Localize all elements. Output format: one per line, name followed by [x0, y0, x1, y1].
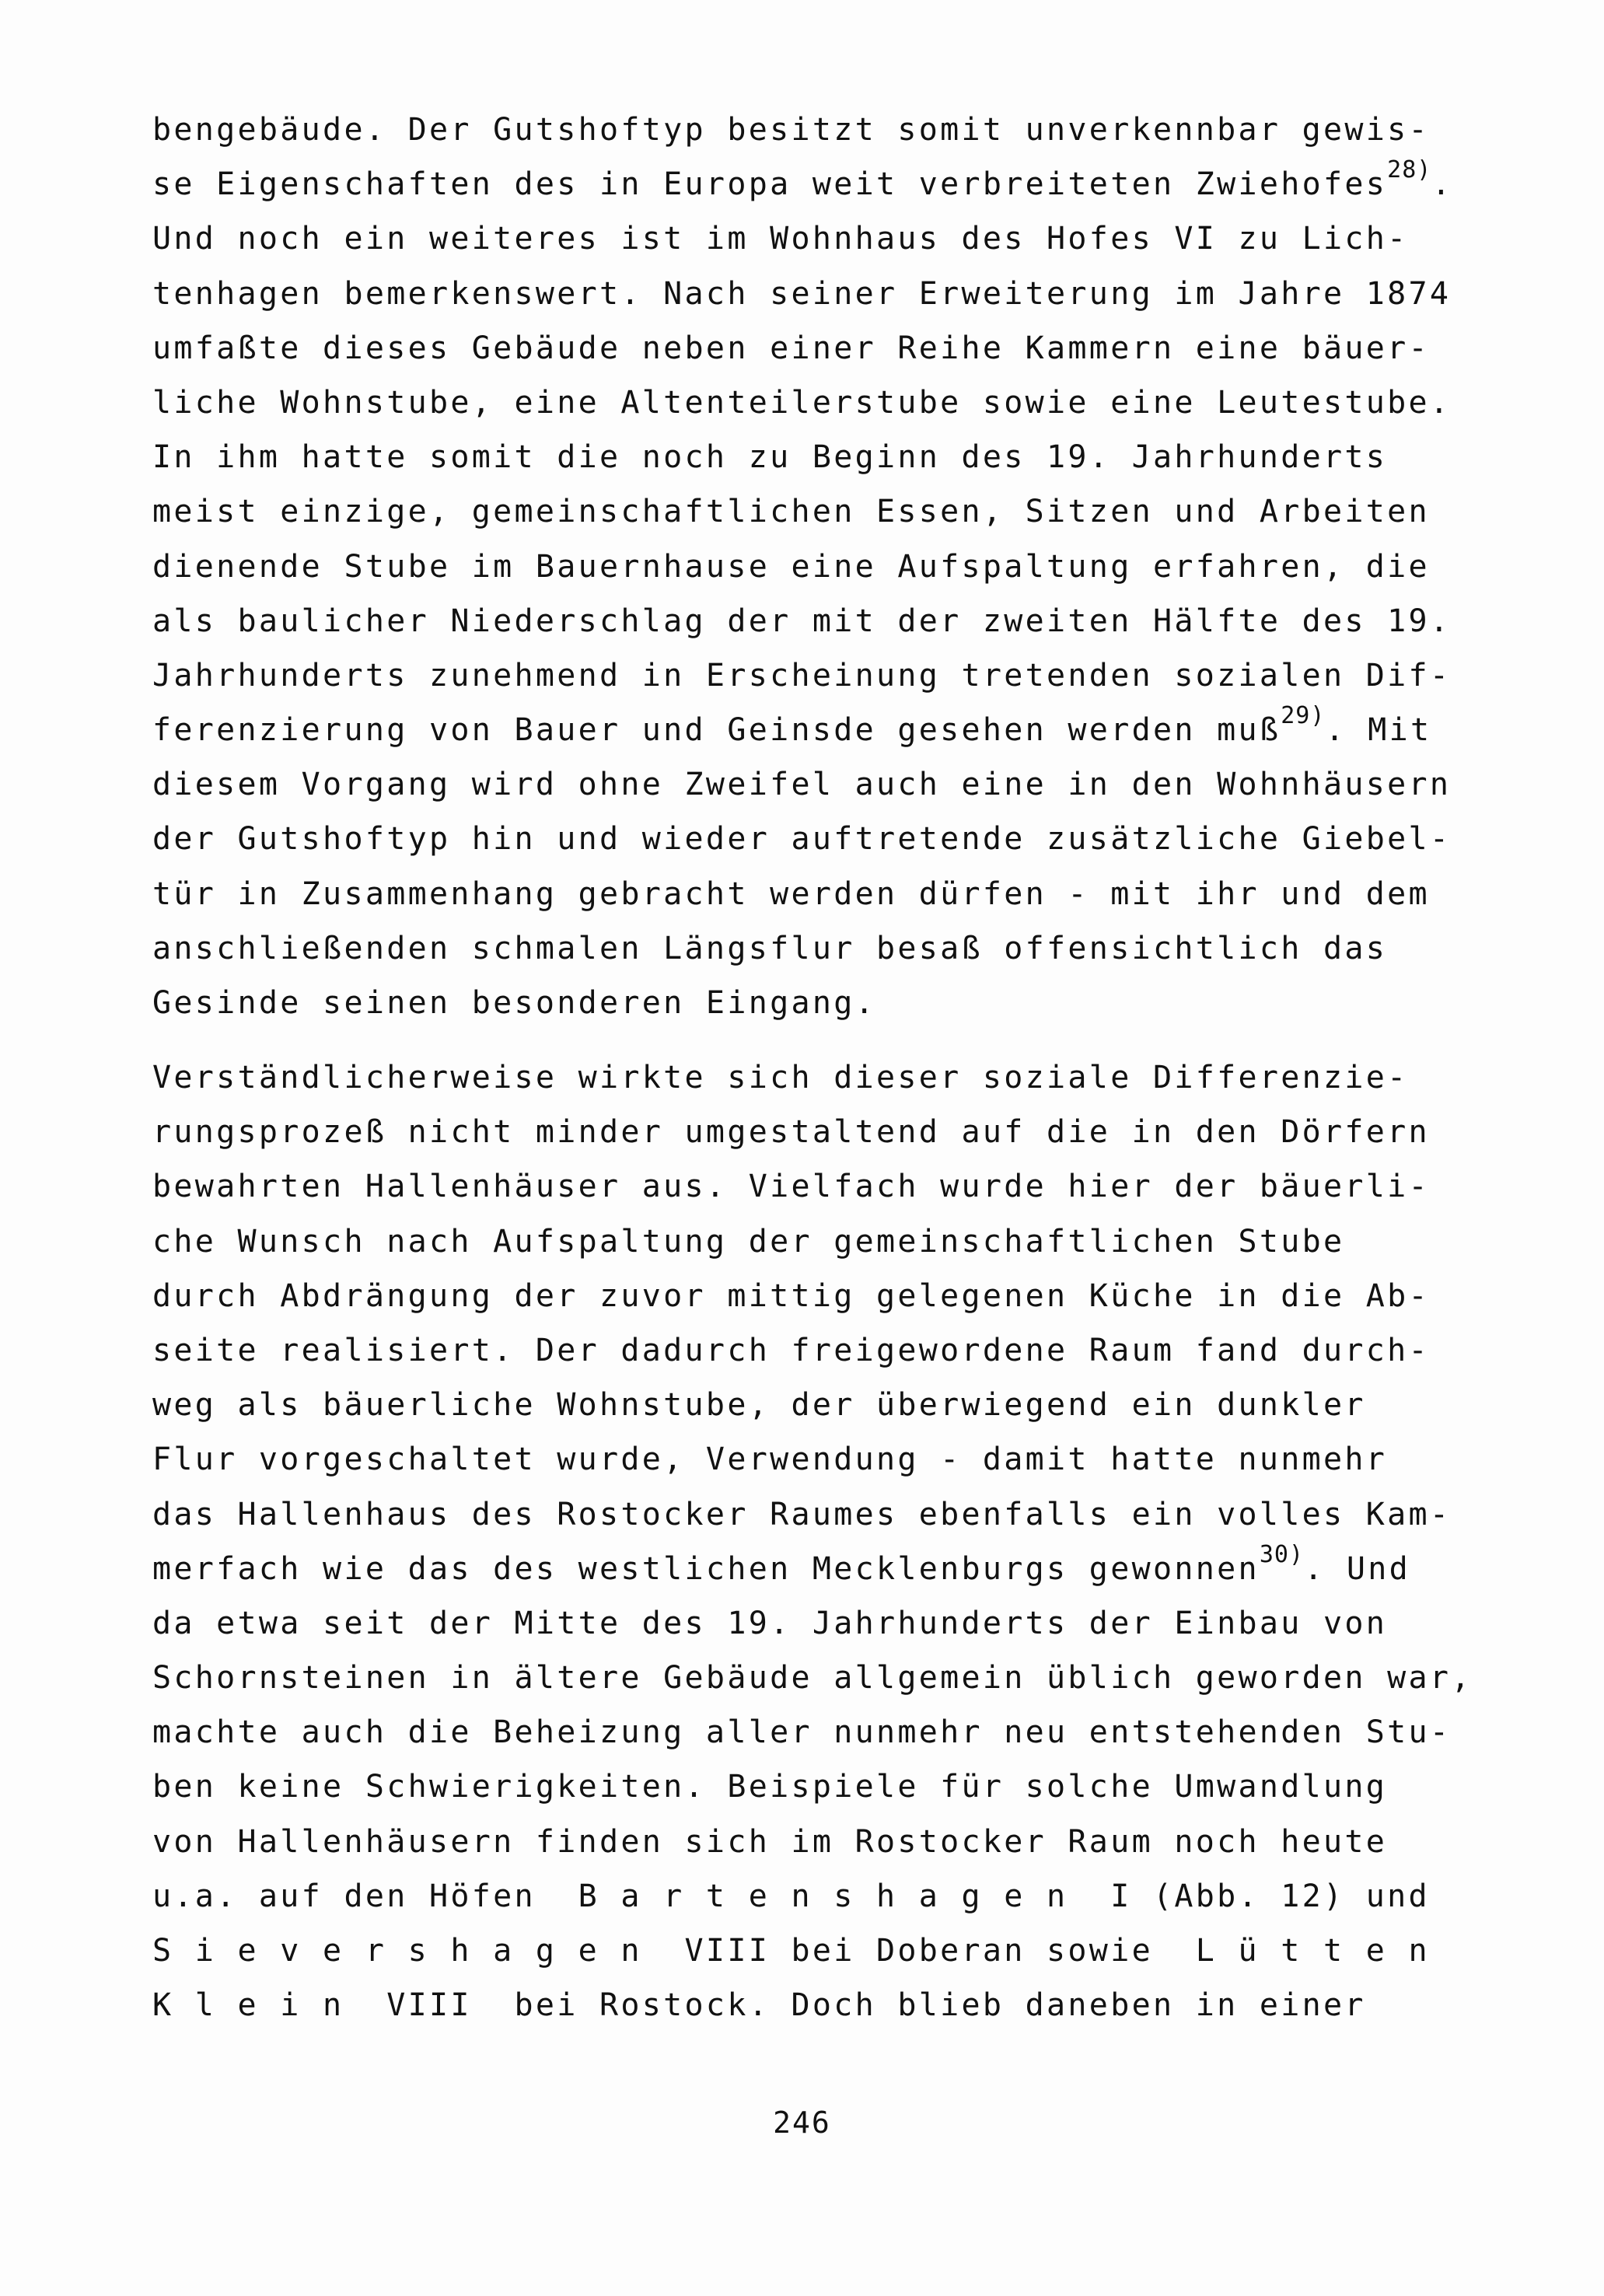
- text-line: meist einzige, gemeinschaftlichen Essen, Sitzen und Arbeiten: [152, 494, 1430, 530]
- text-line: Verständlicherweise wirkte sich dieser soziale Differenzie-: [152, 1060, 1409, 1096]
- line-text-after: .: [1431, 166, 1453, 203]
- text-line: von Hallenhäusern finden sich im Rostocker Raum noch heute: [152, 1823, 1388, 1860]
- paragraph: [152, 1050, 1529, 2032]
- footnote-marker: 30): [1259, 1540, 1305, 1568]
- text-line: seite realisiert. Der dadurch freigewordene Raum fand durch-: [152, 1332, 1430, 1368]
- text-line: u.a. auf den Höfen B a r t e n s h a g e n I (Abb. 12) und: [152, 1878, 1430, 1914]
- text-line: tenhagen bemerkenswert. Nach seiner Erweiterung im Jahre 1874: [152, 275, 1452, 312]
- page-number: 246: [773, 2106, 831, 2140]
- text-line: bengebäude. Der Gutshoftyp besitzt somit unverkennbar gewis-: [152, 112, 1430, 148]
- text-line: che Wunsch nach Aufspaltung der gemeinschaftlichen Stube: [152, 1223, 1345, 1260]
- text-line: umfaßte dieses Gebäude neben einer Reihe Kammern eine bäuer-: [152, 330, 1430, 366]
- line-text-after: . Mit: [1325, 712, 1432, 749]
- text-line: [152, 157, 1529, 211]
- text-line: als baulicher Niederschlag der mit der zweiten Hälfte des 19.: [152, 603, 1452, 639]
- text-line: K l e i n VIII bei Rostock. Doch blieb daneben in einer: [152, 1987, 1366, 2024]
- line-text-after: . Und: [1304, 1550, 1410, 1587]
- text-line: rungsprozeß nicht minder umgestaltend auf die in den Dörfern: [152, 1114, 1430, 1151]
- line-text: ferenzierung von Bauer und Geinsde gesehen werden muß: [152, 712, 1281, 749]
- text-line: S i e v e r s h a g e n VIII bei Doberan sowie L ü t t e n: [152, 1933, 1430, 1969]
- text-line: machte auch die Beheizung aller nunmehr neu entstehenden Stu-: [152, 1714, 1452, 1751]
- text-line: weg als bäuerliche Wohnstube, der überwiegend ein dunkler: [152, 1387, 1366, 1424]
- text-line: Gesinde seinen besonderen Eingang.: [152, 985, 876, 1021]
- text-line: diesem Vorgang wird ohne Zweifel auch eine in den Wohnhäusern: [152, 767, 1452, 803]
- text-line: liche Wohnstube, eine Altenteilerstube sowie eine Leutestube.: [152, 384, 1452, 421]
- text-line: da etwa seit der Mitte des 19. Jahrhunderts der Einbau von: [152, 1605, 1388, 1641]
- text-line: durch Abdrängung der zuvor mittig gelegenen Küche in die Ab-: [152, 1277, 1430, 1314]
- text-line: dienende Stube im Bauernhause eine Aufspaltung erfahren, die: [152, 548, 1430, 585]
- text-line: In ihm hatte somit die noch zu Beginn des 19. Jahrhunderts: [152, 439, 1388, 476]
- text-line: bewahrten Hallenhäuser aus. Vielfach wurde hier der bäuerli-: [152, 1169, 1430, 1205]
- text-line: Schornsteinen in ältere Gebäude allgemein üblich geworden war,: [152, 1660, 1473, 1697]
- text-line: tür in Zusammenhang gebracht werden dürfen - mit ihr und dem: [152, 875, 1430, 912]
- text-line: Und noch ein weiteres ist im Wohnhaus des Hofes VI zu Lich-: [152, 221, 1409, 257]
- text-line: Jahrhunderts zunehmend in Erscheinung tretenden sozialen Dif-: [152, 657, 1452, 694]
- text-line: Flur vorgeschaltet wurde, Verwendung - damit hatte nunmehr: [152, 1442, 1388, 1478]
- line-text: merfach wie das des westlichen Mecklenburgs gewonnen: [152, 1550, 1260, 1587]
- line-text: se Eigenschaften des in Europa weit verbreiteten Zwiehofes: [152, 166, 1388, 203]
- text-line: ben keine Schwierigkeiten. Beispiele für solche Umwandlung: [152, 1769, 1388, 1805]
- text-line: das Hallenhaus des Rostocker Raumes ebenfalls ein volles Kam-: [152, 1496, 1452, 1532]
- text-line: [152, 703, 1529, 757]
- text-line: der Gutshoftyp hin und wieder auftretende zusätzliche Giebel-: [152, 821, 1452, 858]
- footnote-marker: 28): [1387, 156, 1432, 184]
- text-line: [152, 1542, 1529, 1596]
- paragraph: [152, 103, 1529, 1030]
- footnote-marker: 29): [1281, 702, 1326, 730]
- text-line: anschließenden schmalen Längsflur besaß offensichtlich das: [152, 930, 1388, 966]
